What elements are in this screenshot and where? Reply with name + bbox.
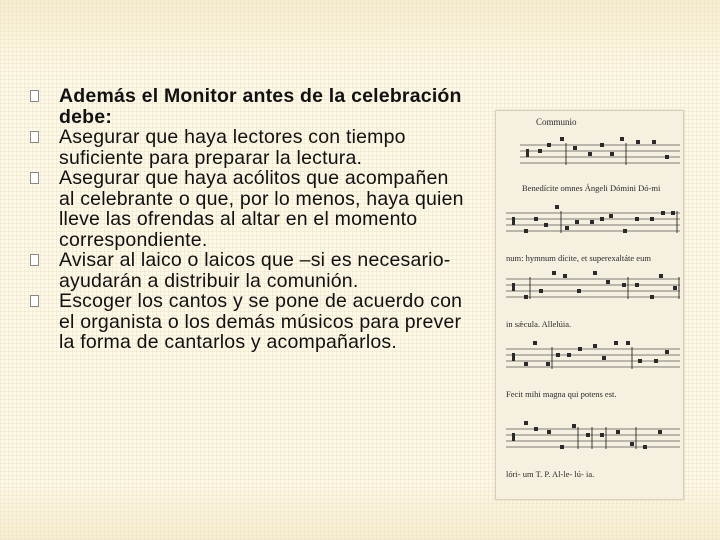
neume-note [638,359,642,363]
neume-note [588,152,592,156]
bullet-item [28,168,468,250]
neume-note [600,217,604,221]
bullet-item [28,127,468,168]
neume-note [635,217,639,221]
neume-note [539,289,543,293]
neume-note [659,274,663,278]
neume-note [563,274,567,278]
staff-4 [506,349,680,367]
neume-note [673,286,677,290]
neume-note [643,445,647,449]
clef-mark [512,433,515,441]
neume-note [565,226,569,230]
neume-note [524,295,528,299]
neume-note [623,229,627,233]
neume-note [524,362,528,366]
neume-note [610,152,614,156]
neume-note [546,362,550,366]
neume-note [658,430,662,434]
neume-note [650,295,654,299]
neume-note [600,433,604,437]
neume-note [620,137,624,141]
chant-score-drawing [496,111,683,499]
neume-note [555,205,559,209]
decorative-top-band [0,0,720,70]
neume-note [567,353,571,357]
neume-note [524,229,528,233]
bullet-text: Asegurar que haya lectores con tiempo suficiente para preparar la lectura. [59,126,406,169]
bullet-text: Asegurar que haya acólitos que acompañen al celebrante o que, por lo menos, haya quien lleve las ofrendas al altar en el momento correspondiente. [59,167,464,251]
neume-note [586,433,590,437]
neume-note [606,280,610,284]
bullet-box-icon [30,295,39,307]
neume-note [544,223,548,227]
neume-note [538,149,542,153]
neume-note [650,217,654,221]
bullet-text: Avisar al laico o laicos que –si es necesario-ayudarán a distribuir la comunión. [59,249,451,292]
bullet-box-icon [30,172,39,184]
neume-note [665,155,669,159]
score-lyrics-line: Benedícite omnes Ángeli Dómini Dó-mi [522,183,661,193]
neume-note [547,430,551,434]
neume-note [552,271,556,275]
score-lyrics-line: num: hymnum dícite, et superexaltáte eum [506,253,651,263]
neume-note [626,341,630,345]
neume-note [636,140,640,144]
neume-note [560,445,564,449]
neume-note [578,347,582,351]
neume-note [560,137,564,141]
neume-note [572,424,576,428]
clef-mark [512,283,515,291]
bullet-item [28,250,468,291]
neume-note [630,442,634,446]
staff-1 [520,145,680,163]
clef-mark [512,353,515,361]
neume-note [602,356,606,360]
chant-score-image [495,110,684,500]
neume-note [577,289,581,293]
bullet-text: Además el Monitor antes de la celebración debe: [59,85,462,128]
neume-note [575,220,579,224]
bullet-item [28,86,468,127]
neume-note [654,359,658,363]
score-title: Communio [536,117,577,127]
staff-5 [506,429,680,447]
bullet-box-icon [30,131,39,143]
neume-note [590,220,594,224]
neume-note [533,341,537,345]
neume-note [600,143,604,147]
clef-mark [526,149,529,157]
neume-note [671,211,675,215]
neume-note [616,430,620,434]
neume-note [534,427,538,431]
neume-note [534,217,538,221]
neume-note [609,214,613,218]
score-lyrics-line: lóri- um T. P. Al-le- lú- ia. [506,469,595,479]
slide-content [28,86,468,353]
bullet-box-icon [30,90,39,102]
bullet-list [28,86,468,353]
neume-note [593,271,597,275]
staff-3 [506,279,680,297]
neume-note [622,283,626,287]
neume-note [635,283,639,287]
neume-note [547,143,551,147]
neume-note [524,421,528,425]
neume-note [661,211,665,215]
bullet-box-icon [30,254,39,266]
score-lyrics-line: in sǽcula. Allelúia. [506,319,572,329]
neume-note [556,353,560,357]
neume-note [652,140,656,144]
bullet-item [28,291,468,353]
neume-note [614,341,618,345]
neume-note [593,344,597,348]
clef-mark [512,217,515,225]
neume-note [665,350,669,354]
bullet-text: Escoger los cantos y se pone de acuerdo con el organista o los demás músicos para prever la forma de cantarlos y acompañarlos. [59,290,463,353]
score-lyrics-line: Fecit mihi magna qui potens est. [506,389,617,399]
neume-note [573,146,577,150]
